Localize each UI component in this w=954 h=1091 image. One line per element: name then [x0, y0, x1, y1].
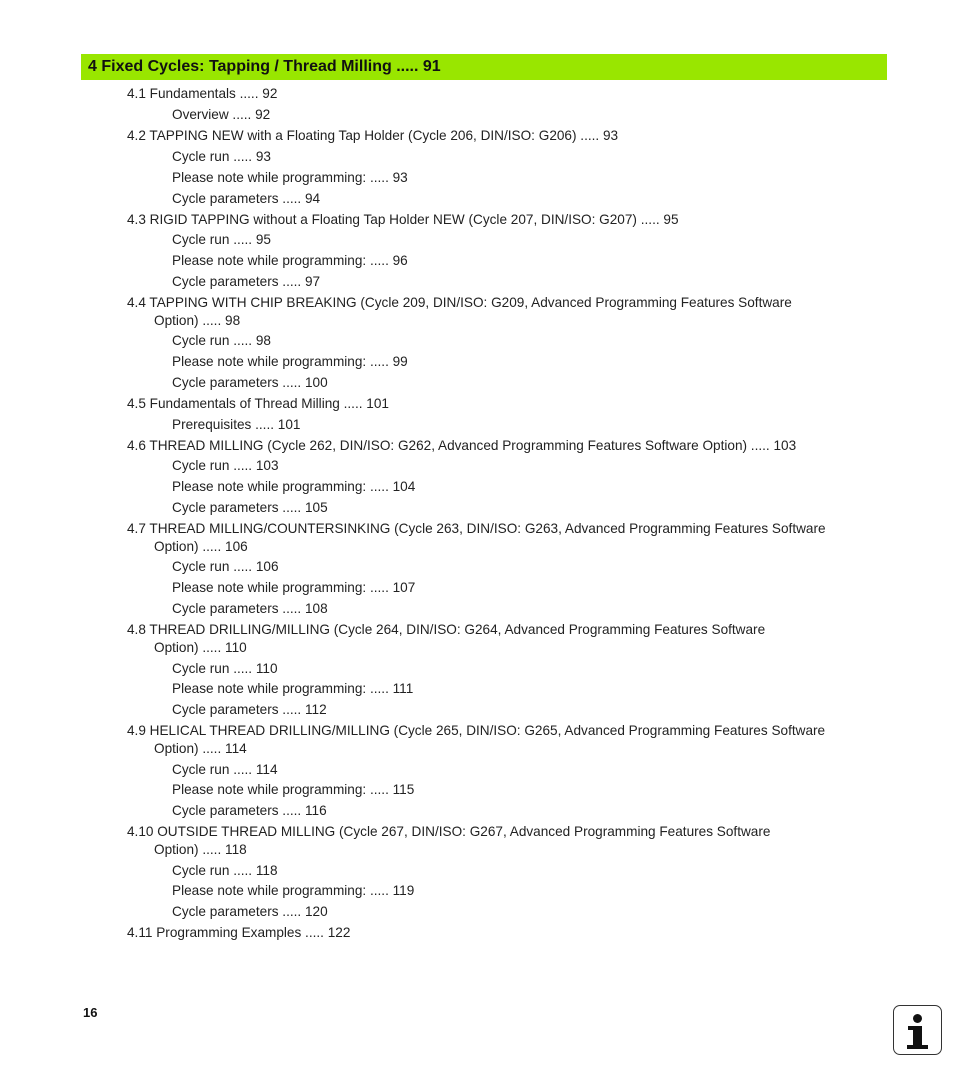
- toc-entry-text: 4.4 TAPPING WITH CHIP BREAKING (Cycle 209, DIN/ISO: G209, Advanced Programming Features Software: [127, 295, 792, 310]
- info-icon: [893, 1005, 942, 1055]
- toc-entry-text: 4.2 TAPPING NEW with a Floating Tap Holder (Cycle 206, DIN/ISO: G206) ..... 93: [127, 128, 619, 143]
- toc-subsection-entry[interactable]: [172, 332, 271, 350]
- toc-entry-text: Cycle parameters ..... 112: [172, 702, 327, 717]
- toc-subsection-entry[interactable]: [172, 579, 415, 597]
- toc-entry-text: Cycle run ..... 114: [172, 762, 278, 777]
- toc-entry-continuation: Option) ..... 114: [154, 741, 247, 756]
- toc-entry-text: Please note while programming: ..... 93: [172, 170, 408, 185]
- toc-entry-text: 4.6 THREAD MILLING (Cycle 262, DIN/ISO: G262, Advanced Programming Features Software Option) ..... 103: [127, 438, 797, 453]
- toc-subsection-entry[interactable]: [172, 106, 270, 124]
- toc-subsection-entry[interactable]: [172, 882, 414, 900]
- toc-subsection-entry[interactable]: [172, 416, 300, 434]
- toc-entry-continuation: Option) ..... 106: [154, 539, 248, 554]
- toc-section-entry[interactable]: [127, 85, 277, 103]
- toc-entry-text: Cycle run ..... 106: [172, 559, 279, 574]
- toc-section-entry[interactable]: [127, 520, 826, 556]
- toc-entry-continuation: Option) ..... 118: [154, 842, 247, 857]
- toc-section-entry[interactable]: [127, 437, 796, 455]
- toc-section-entry[interactable]: [127, 722, 825, 758]
- toc-subsection-entry[interactable]: [172, 903, 328, 921]
- toc-entry-text: Please note while programming: ..... 96: [172, 253, 408, 268]
- toc-subsection-entry[interactable]: [172, 761, 278, 779]
- toc-entry-text: 4.11 Programming Examples ..... 122: [127, 925, 351, 940]
- toc-subsection-entry[interactable]: [172, 231, 271, 249]
- toc-entry-text: Cycle parameters ..... 120: [172, 904, 328, 919]
- toc-section-entry[interactable]: [127, 924, 350, 942]
- toc-entry-text: Overview ..... 92: [172, 107, 271, 122]
- toc-subsection-entry[interactable]: [172, 148, 271, 166]
- page-number: 16: [83, 1005, 98, 1020]
- toc-section-entry[interactable]: [127, 621, 765, 657]
- toc-entry-text: Please note while programming: ..... 107: [172, 580, 416, 595]
- toc-subsection-entry[interactable]: [172, 862, 278, 880]
- toc-subsection-entry[interactable]: [172, 558, 279, 576]
- toc-subsection-entry[interactable]: [172, 781, 414, 799]
- toc-entry-text: Cycle run ..... 118: [172, 863, 278, 878]
- toc-entry-text: Please note while programming: ..... 115: [172, 782, 415, 797]
- toc-entry-text: 4.5 Fundamentals of Thread Milling ..... 101: [127, 396, 389, 411]
- toc-subsection-entry[interactable]: [172, 600, 328, 618]
- toc-entry-text: Please note while programming: ..... 119: [172, 883, 415, 898]
- toc-section-entry[interactable]: [127, 823, 770, 859]
- toc-entry-text: Cycle run ..... 98: [172, 333, 271, 348]
- toc-entry-text: Please note while programming: ..... 104: [172, 479, 416, 494]
- toc-entry-text: Cycle parameters ..... 100: [172, 375, 328, 390]
- toc-entry-text: 4.10 OUTSIDE THREAD MILLING (Cycle 267, DIN/ISO: G267, Advanced Programming Features Software: [127, 824, 771, 839]
- toc-subsection-entry[interactable]: [172, 374, 328, 392]
- chapter-heading: 4 Fixed Cycles: Tapping / Thread Milling ..... 91: [81, 54, 887, 80]
- toc-entry-continuation: Option) ..... 110: [154, 640, 247, 655]
- toc-subsection-entry[interactable]: [172, 457, 279, 475]
- toc-entry-text: 4.7 THREAD MILLING/COUNTERSINKING (Cycle 263, DIN/ISO: G263, Advanced Programming Features Software: [127, 521, 826, 536]
- toc-entry-text: 4.9 HELICAL THREAD DRILLING/MILLING (Cycle 265, DIN/ISO: G265, Advanced Programming Features Software: [127, 723, 826, 738]
- toc-subsection-entry[interactable]: [172, 252, 408, 270]
- toc-entry-text: 4.8 THREAD DRILLING/MILLING (Cycle 264, DIN/ISO: G264, Advanced Programming Features Software: [127, 622, 766, 637]
- toc-subsection-entry[interactable]: [172, 660, 278, 678]
- toc-section-entry[interactable]: [127, 395, 389, 413]
- toc-subsection-entry[interactable]: [172, 701, 327, 719]
- toc-entry-continuation: Option) ..... 98: [154, 313, 241, 328]
- toc-entry-text: Cycle run ..... 110: [172, 661, 278, 676]
- toc-entry-text: Cycle run ..... 103: [172, 458, 279, 473]
- toc-entry-text: Please note while programming: ..... 99: [172, 354, 408, 369]
- toc-subsection-entry[interactable]: [172, 499, 328, 517]
- toc-subsection-entry[interactable]: [172, 169, 408, 187]
- toc-entry-text: Cycle run ..... 95: [172, 232, 271, 247]
- toc-section-entry[interactable]: [127, 127, 618, 145]
- toc-subsection-entry[interactable]: [172, 802, 327, 820]
- toc-subsection-entry[interactable]: [172, 353, 408, 371]
- toc-section-entry[interactable]: [127, 211, 679, 229]
- toc-section-entry[interactable]: [127, 294, 792, 330]
- toc-entry-text: Cycle run ..... 93: [172, 149, 271, 164]
- toc-entry-text: 4.3 RIGID TAPPING without a Floating Tap Holder NEW (Cycle 207, DIN/ISO: G207) ..... 95: [127, 212, 679, 227]
- toc-entry-text: Cycle parameters ..... 94: [172, 191, 321, 206]
- toc-entry-text: 4.1 Fundamentals ..... 92: [127, 86, 278, 101]
- toc-entry-text: Cycle parameters ..... 105: [172, 500, 328, 515]
- toc-subsection-entry[interactable]: [172, 273, 320, 291]
- toc-entry-text: Please note while programming: ..... 111: [172, 681, 414, 696]
- toc-entry-text: Prerequisites ..... 101: [172, 417, 301, 432]
- toc-entry-text: Cycle parameters ..... 116: [172, 803, 327, 818]
- toc-subsection-entry[interactable]: [172, 478, 415, 496]
- toc-subsection-entry[interactable]: [172, 680, 413, 698]
- toc-entry-text: Cycle parameters ..... 108: [172, 601, 328, 616]
- toc-subsection-entry[interactable]: [172, 190, 320, 208]
- toc-entry-text: Cycle parameters ..... 97: [172, 274, 321, 289]
